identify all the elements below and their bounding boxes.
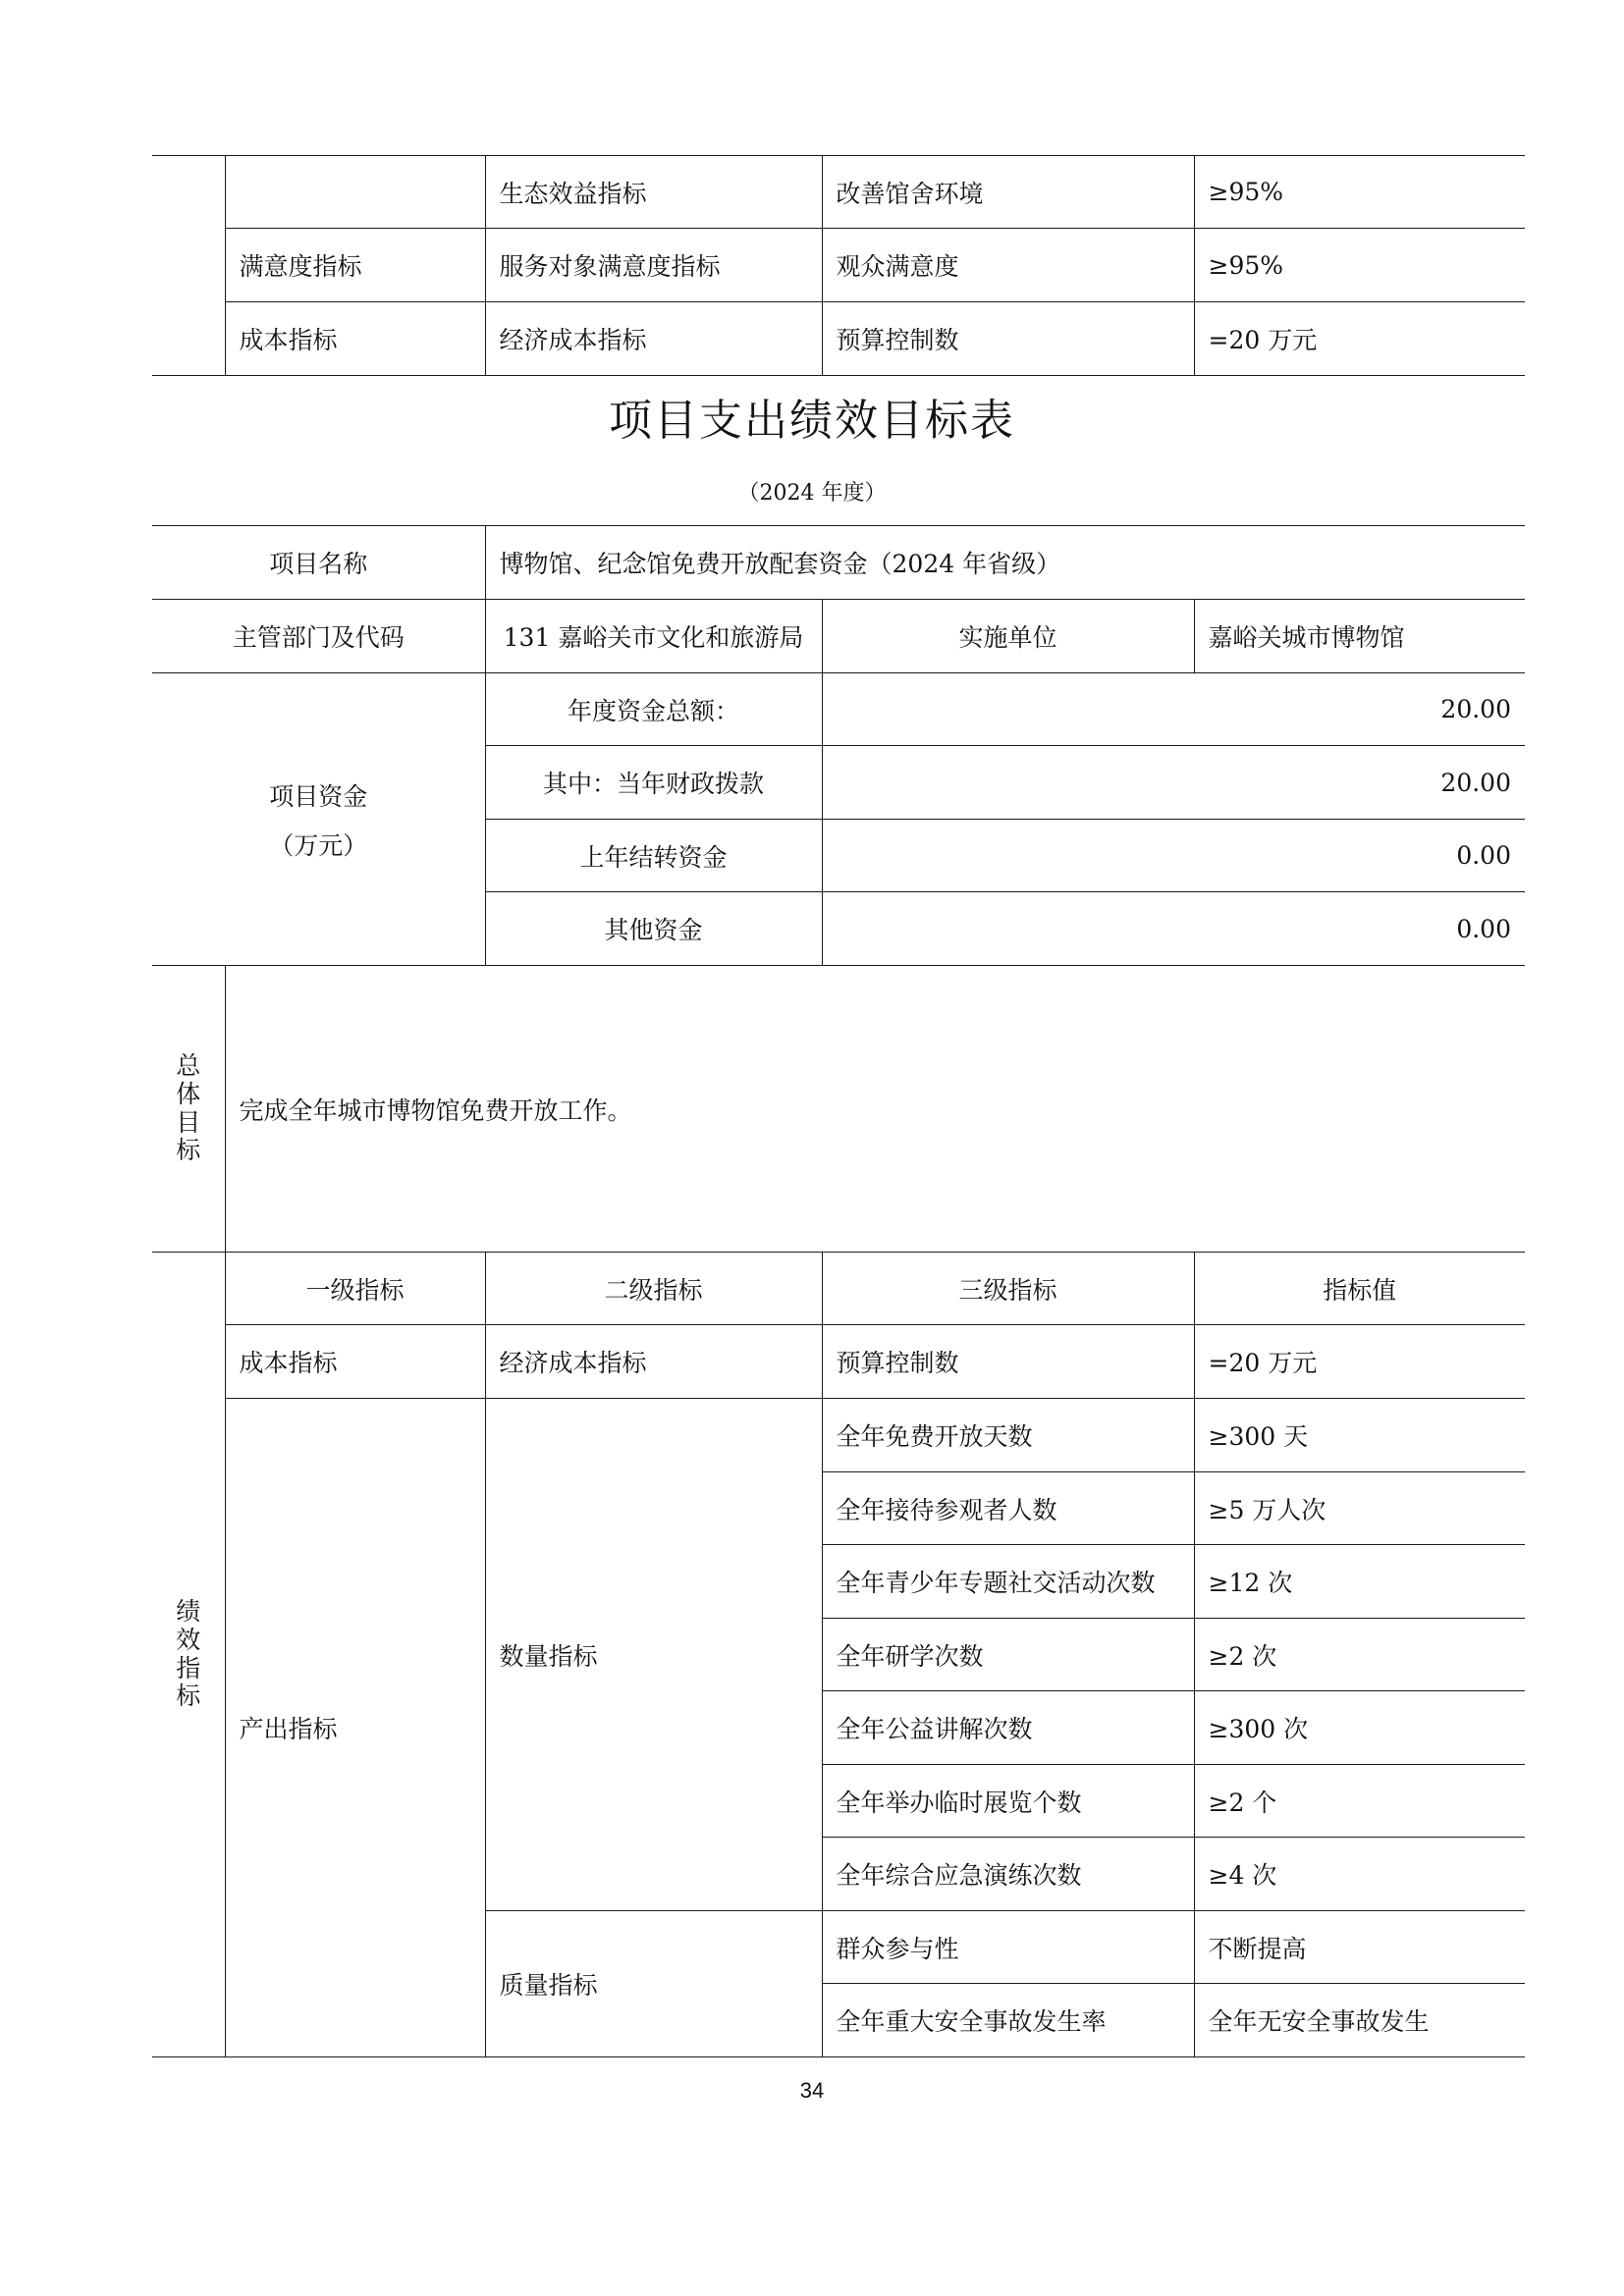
funds-label bbox=[152, 673, 485, 966]
level1-cell bbox=[225, 156, 485, 229]
dept-value: 131 嘉峪关市文化和旅游局 bbox=[485, 600, 822, 673]
level2-cell: 经济成本指标 bbox=[485, 1325, 822, 1399]
table-row bbox=[152, 1253, 1525, 1325]
level3-cell: 全年举办临时展览个数 bbox=[822, 1765, 1194, 1838]
value-cell: ≥300 次 bbox=[1194, 1691, 1525, 1765]
overall-goal-label-text: 总体目标 bbox=[176, 1051, 201, 1165]
unit-value: 嘉峪关城市博物馆 bbox=[1194, 600, 1525, 673]
fund-row-value: 0.00 bbox=[822, 892, 1525, 966]
level1-cell: 成本指标 bbox=[225, 1325, 485, 1399]
value-cell: 全年无安全事故发生 bbox=[1194, 1984, 1525, 2057]
value-cell: 不断提高 bbox=[1194, 1911, 1525, 1984]
value-cell: ≥2 次 bbox=[1194, 1619, 1525, 1691]
quality-indicator-cell: 质量指标 bbox=[485, 1911, 822, 2057]
page-subtitle: （2024 年度） bbox=[737, 481, 887, 506]
level3-cell: 全年重大安全事故发生率 bbox=[822, 1984, 1194, 2057]
column-header-level1: 一级指标 bbox=[225, 1253, 485, 1325]
level3-cell: 全年综合应急演练次数 bbox=[822, 1838, 1194, 1911]
level3-cell: 群众参与性 bbox=[822, 1911, 1194, 1984]
fund-row-label: 年度资金总额： bbox=[485, 673, 822, 746]
level3-cell: 预算控制数 bbox=[822, 1325, 1194, 1399]
table-row bbox=[152, 526, 1525, 600]
level3-cell: 全年青少年专题社交活动次数 bbox=[822, 1545, 1194, 1619]
overall-goal-label bbox=[152, 966, 225, 1253]
level3-cell: 全年公益讲解次数 bbox=[822, 1691, 1194, 1765]
value-cell: ≥12 次 bbox=[1194, 1545, 1525, 1619]
fund-row-label: 其他资金 bbox=[485, 892, 822, 966]
table-row bbox=[152, 229, 1525, 302]
page-number: 34 bbox=[799, 2078, 825, 2103]
fund-row-value: 20.00 bbox=[822, 673, 1525, 746]
fund-row-value: 0.00 bbox=[822, 820, 1525, 892]
table-row bbox=[152, 156, 1525, 229]
value-cell: ≥95% bbox=[1194, 156, 1525, 229]
indicator-group-cell bbox=[152, 156, 225, 376]
level3-cell: 全年免费开放天数 bbox=[822, 1399, 1194, 1472]
value-cell: ≥300 天 bbox=[1194, 1399, 1525, 1472]
value-cell: =20 万元 bbox=[1194, 1325, 1525, 1399]
level3-cell: 全年接待参观者人数 bbox=[822, 1472, 1194, 1545]
output-indicator-cell: 产出指标 bbox=[225, 1399, 485, 2057]
funds-label-line2: （万元） bbox=[269, 830, 368, 860]
table-row bbox=[152, 302, 1525, 376]
level2-cell: 生态效益指标 bbox=[485, 156, 822, 229]
value-cell: ≥4 次 bbox=[1194, 1838, 1525, 1911]
level3-cell: 全年研学次数 bbox=[822, 1619, 1194, 1691]
overall-goal-text: 完成全年城市博物馆免费开放工作。 bbox=[225, 966, 1525, 1253]
table-row bbox=[152, 966, 1525, 1253]
performance-indicator-label bbox=[152, 1253, 225, 2057]
funds-label-line1: 项目资金 bbox=[269, 781, 368, 811]
quantity-indicator-cell: 数量指标 bbox=[485, 1399, 822, 1911]
performance-target-table bbox=[152, 525, 1525, 2057]
level3-cell: 改善馆舍环境 bbox=[822, 156, 1194, 229]
level2-cell: 服务对象满意度指标 bbox=[485, 229, 822, 302]
level2-cell: 经济成本指标 bbox=[485, 302, 822, 376]
column-header-level3: 三级指标 bbox=[822, 1253, 1194, 1325]
project-name-label: 项目名称 bbox=[152, 526, 485, 600]
fund-row-value: 20.00 bbox=[822, 746, 1525, 820]
column-header-value: 指标值 bbox=[1194, 1253, 1525, 1325]
level3-cell: 预算控制数 bbox=[822, 302, 1194, 376]
page-title: 项目支出绩效目标表 bbox=[609, 396, 1015, 446]
dept-label: 主管部门及代码 bbox=[152, 600, 485, 673]
fund-row-label: 其中：当年财政拨款 bbox=[485, 746, 822, 820]
table-row bbox=[152, 600, 1525, 673]
level3-cell: 观众满意度 bbox=[822, 229, 1194, 302]
table-row bbox=[152, 673, 1525, 746]
level1-cell: 成本指标 bbox=[225, 302, 485, 376]
fund-row-label: 上年结转资金 bbox=[485, 820, 822, 892]
level1-cell: 满意度指标 bbox=[225, 229, 485, 302]
value-cell: ≥5 万人次 bbox=[1194, 1472, 1525, 1545]
continued-indicator-table bbox=[152, 155, 1525, 376]
value-cell: ≥2 个 bbox=[1194, 1765, 1525, 1838]
project-name-value: 博物馆、纪念馆免费开放配套资金（2024 年省级） bbox=[485, 526, 1525, 600]
unit-label: 实施单位 bbox=[822, 600, 1194, 673]
table-row bbox=[152, 1399, 1525, 1472]
column-header-level2: 二级指标 bbox=[485, 1253, 822, 1325]
value-cell: ≥95% bbox=[1194, 229, 1525, 302]
table-row bbox=[152, 1325, 1525, 1399]
performance-indicator-label-text: 绩效指标 bbox=[176, 1597, 201, 1711]
value-cell: =20 万元 bbox=[1194, 302, 1525, 376]
